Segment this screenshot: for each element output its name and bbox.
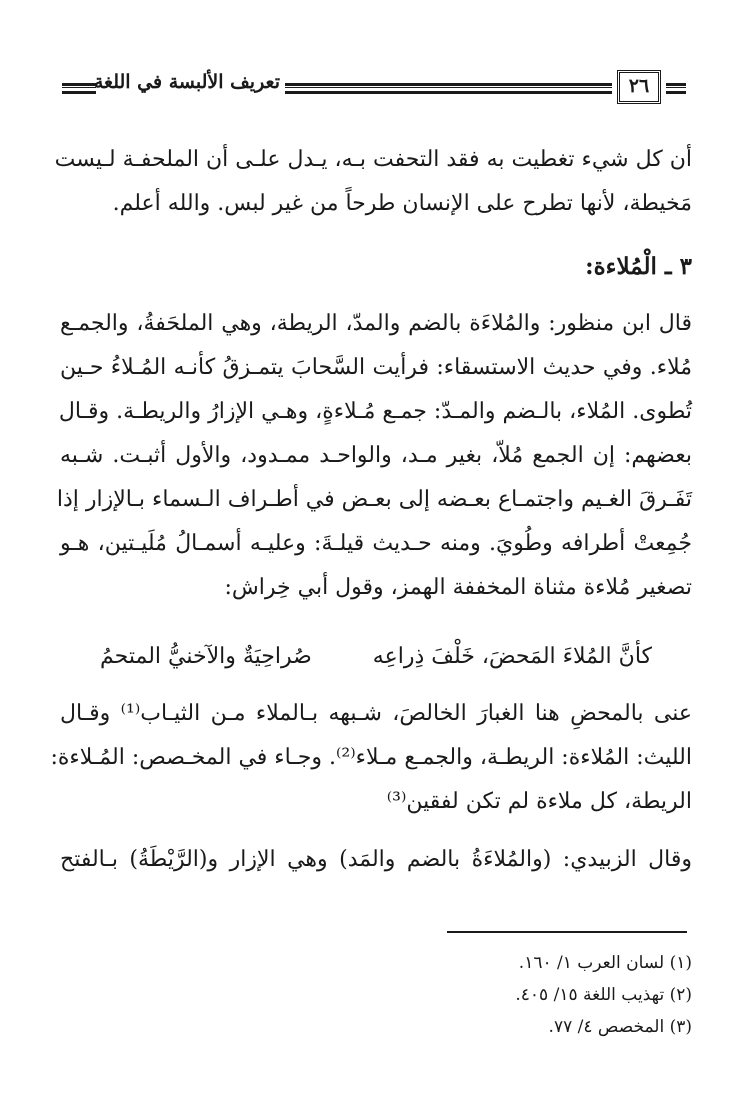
footnote: (٣) المخصص ٤/ ٧٧. (548, 1017, 692, 1037)
text-line: تَفَـرقَ الغـيم واجتمـاع بعـضه إلى بعـض في أطـراف الـسماء بـالإزار إذا (56, 487, 692, 512)
verse-second-hemistich: صُراحِيَةٌ والآخنيُّ المتحمُ (100, 644, 312, 669)
text-line: مَخيطة، لأنها تطرح على الإنسان طرحاً من غير لبس. والله أعلم. (112, 191, 692, 216)
footnote: (٢) تهذيب اللغة ١٥/ ٤٠٥. (515, 985, 692, 1005)
text-line: تُطوى. المُلاء، بالـضم والمـدّ: جمـع مُـلاءةٍ، وهـي الإزارُ والريطـة. وقـال (58, 399, 692, 424)
text-line: قال ابن منظور: والمُلاءَة بالضم والمدّ، الريطة، وهي الملحَفةُ، والجمـع (60, 311, 692, 336)
page-number: ٢٦ (617, 70, 661, 104)
running-title: تعريف الألبسة في اللغة (93, 71, 280, 93)
footnote: (١) لسان العرب ١/ ١٦٠. (518, 953, 692, 973)
poetry-verse (60, 635, 692, 679)
text-line: تصغير مُلاءة مثناة المخففة الهمز، وقول أبي خِراش: (224, 575, 692, 600)
text-line: الريطة، كل ملاءة لم تكن لفقين⁽³⁾ (386, 789, 692, 814)
text-line: مُلاء. وفي حديث الاستسقاء: فرأيت السَّحابَ يتمـزقُ كأنـه المُـلاءُ حـين (60, 355, 692, 380)
text-line: أن كل شيء تغطيت به فقد التحفت بـه، يـدل علـى أن الملحفـة لـيست (54, 147, 692, 172)
text-line: عنى بالمحضِ هنا الغبارَ الخالصَ، شـبهه بـالملاء مـن الثيـاب⁽¹⁾ وقـال (60, 701, 693, 726)
page-header (62, 68, 686, 108)
verse-first-hemistich: كأنَّ المُلاءَ المَحضَ، خَلْفَ ذِراعِه (372, 644, 652, 669)
footnote-divider (447, 931, 687, 933)
text-line: الليث: المُلاءة: الريطـة، والجمـع مـلاء⁽²⁾. وجـاء في المخـصص: المُـلاءة: (50, 745, 692, 770)
header-rule-right (666, 83, 686, 94)
text-line: بعضهم: إن الجمع مُلاّ، بغير مـد، والواحـد ممـدود، والأول أثبـت. شـبه (60, 443, 692, 468)
text-line: وقال الزبيدي: (والمُلاءَةُ بالضم والمَد) وهي الإزار و(الرَّيْطَةُ) بـالفتح (60, 847, 692, 872)
section-heading: ٣ ـ الْمُلاءة: (585, 253, 692, 280)
text-line: جُمِعتْ أطرافه وطُويَ. ومنه حـديث قيلـةَ: وعليـه أسمـالُ مُلَيـتين، هـو (60, 531, 692, 556)
header-rule-left (62, 83, 96, 94)
header-rule-middle (285, 83, 612, 94)
